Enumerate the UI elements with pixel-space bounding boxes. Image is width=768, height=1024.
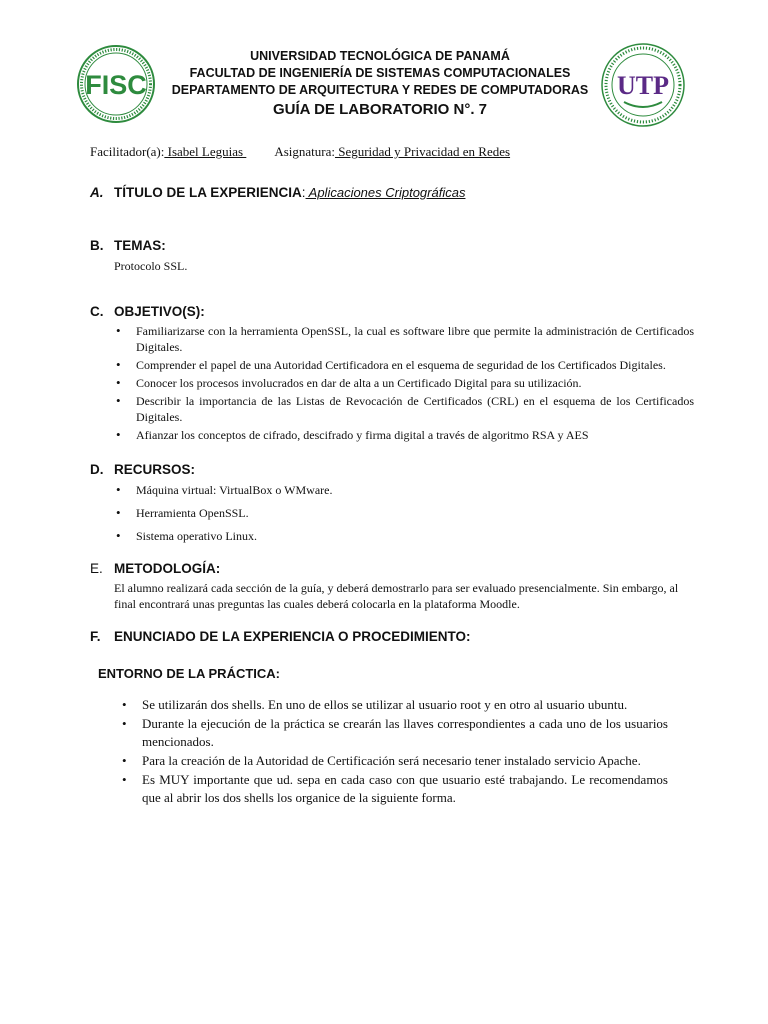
section-b-heading: [90, 238, 166, 253]
section-c-title: OBJETIVO(S):: [114, 304, 205, 319]
university-name: UNIVERSIDAD TECNOLÓGICA DE PANAMÁ: [250, 49, 510, 63]
section-a-letter: A.: [90, 185, 104, 200]
section-f-heading: [90, 629, 471, 644]
list-item: • Comprender el papel de una Autoridad Certificadora en el esquema de seguridad de los Certificados Digitales.: [114, 357, 694, 373]
fisc-logo: [76, 44, 156, 124]
list-item: • Se utilizarán dos shells. En uno de ellos se utilizar al usuario root y en otro al usuario ubuntu.: [120, 696, 668, 714]
department-name: DEPARTAMENTO DE ARQUITECTURA Y REDES DE COMPUTADORAS: [171, 83, 589, 97]
section-b-letter: B.: [90, 238, 104, 253]
list-item: • Conocer los procesos involucrados en dar de alta a un Certificado Digital para su utilización.: [114, 375, 694, 391]
svg-text:FISC: FISC: [85, 70, 147, 100]
utp-logo: [600, 42, 686, 128]
subject-value: Seguridad y Privacidad en Redes: [334, 144, 511, 159]
section-c-letter: C.: [90, 304, 104, 319]
section-e-letter: E.: [90, 561, 103, 576]
section-c-heading: [90, 304, 205, 319]
section-a-heading: [90, 185, 465, 200]
section-d-heading: [90, 462, 195, 477]
list-item: • Para la creación de la Autoridad de Certificación será necesario tener instalado servicio Apache.: [120, 752, 668, 770]
list-item: • Es MUY importante que ud. sepa en cada caso con que usuario esté trabajando. Le recomendamos que al abrir los dos shells los organice de la siguiente forma.: [120, 771, 668, 807]
entorno-heading: ENTORNO DE LA PRÁCTICA:: [98, 666, 280, 681]
facilitator-value: Isabel Leguias: [164, 144, 247, 159]
section-a-colon: :: [301, 185, 306, 200]
document-header: [0, 38, 768, 138]
svg-text:UTP: UTP: [617, 71, 669, 100]
list-item: • Afianzar los conceptos de cifrado, descifrado y firma digital a través de algoritmo RSA y AES: [114, 427, 694, 443]
section-b-body: Protocolo SSL.: [114, 259, 188, 273]
facilitator-label: Facilitador(a):: [90, 144, 165, 159]
section-f-letter: F.: [90, 629, 101, 644]
section-e-body: El alumno realizará cada sección de la guía, y deberá demostrarlo para ser evaluado presencialmente. Sin embargo, al final encontrará unas preguntas las cuales deberá colocarla en la plataforma Moodle.: [114, 581, 679, 611]
subject-label: Asignatura:: [274, 144, 335, 159]
list-item: • Durante la ejecución de la práctica se crearán las llaves correspondientes a cada uno de los usuarios mencionados.: [120, 715, 668, 751]
section-e-heading: [90, 561, 220, 576]
resources-list: [114, 482, 694, 551]
section-e-title: METODOLOGÍA:: [114, 561, 221, 576]
header-text-block: [165, 48, 595, 120]
section-f-title: ENUNCIADO DE LA EXPERIENCIA O PROCEDIMIENTO:: [114, 629, 471, 644]
guide-title: GUÍA DE LABORATORIO N°. 7: [272, 101, 488, 118]
section-d-title: RECURSOS:: [114, 462, 196, 477]
objectives-list: [114, 323, 694, 445]
section-d-letter: D.: [90, 462, 104, 477]
list-item: • Familiarizarse con la herramienta OpenSSL, la cual es software libre que permite la administración de Certificados Digitales.: [114, 323, 694, 355]
section-a-title: TÍTULO DE LA EXPERIENCIA: [114, 185, 302, 200]
entorno-list: [120, 696, 668, 808]
faculty-name: FACULTAD DE INGENIERÍA DE SISTEMAS COMPUTACIONALES: [189, 66, 571, 80]
section-b-title: TEMAS:: [114, 238, 166, 253]
list-item: • Describir la importancia de las Listas de Revocación de Certificados (CRL) en el esquema de los Certificados Digitales.: [114, 393, 694, 425]
section-a-value: Aplicaciones Criptográficas: [305, 185, 466, 200]
facilitator-subject-line: [90, 144, 690, 160]
list-item: • Herramienta OpenSSL.: [114, 505, 694, 521]
list-item: • Sistema operativo Linux.: [114, 528, 694, 544]
list-item: • Máquina virtual: VirtualBox o WMware.: [114, 482, 694, 498]
